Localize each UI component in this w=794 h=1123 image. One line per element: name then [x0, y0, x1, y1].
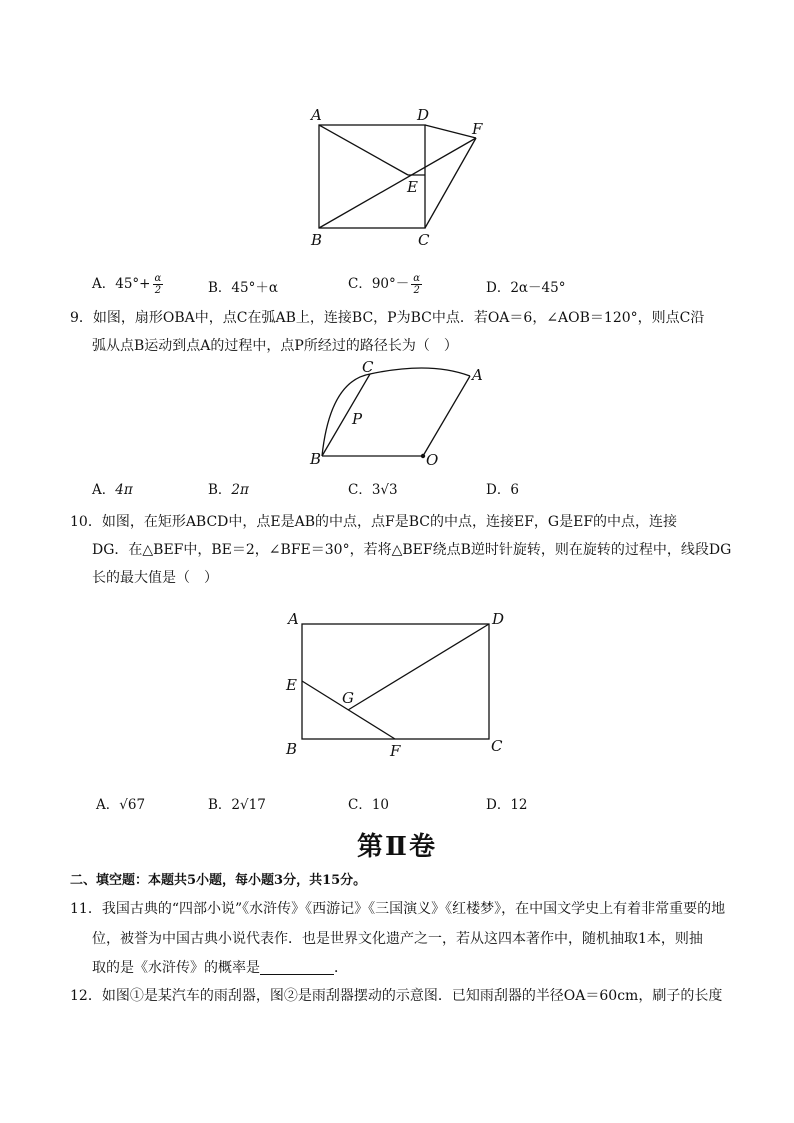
- q8-label-a: A: [311, 106, 322, 124]
- q9-option-d: D．6: [486, 482, 519, 498]
- q10-option-b: B．2√17: [208, 797, 266, 813]
- q10-stem-line1: 10．如图，在矩形ABCD中，点E是AB的中点，点F是BC的中点，连接EF，G是EF的中点，连接: [70, 514, 678, 530]
- q10-stem-line2: DG．在△BEF中，BE＝2，∠BFE＝30°，若将△BEF绕点B逆时针旋转，则在旋转的过程中，线段DG: [92, 542, 732, 558]
- section2-heading: 二、填空题：本题共5小题，每小题3分，共15分。: [70, 873, 367, 888]
- q9-label-p: P: [352, 410, 363, 428]
- q9-stem-line1: 9．如图，扇形OBA中，点C在弧AB上，连接BC，P为BC中点．若OA＝6，∠AOB＝120°，则点C沿: [70, 310, 705, 326]
- q8-label-c: C: [418, 231, 430, 249]
- q9-label-a: A: [472, 366, 483, 384]
- q10-label-f: F: [390, 742, 401, 760]
- q11-answer-blank[interactable]: [260, 960, 334, 975]
- q9-option-a: A．4π: [92, 482, 133, 498]
- q9-option-c: C．3√3: [348, 482, 398, 498]
- q8-label-b: B: [311, 231, 323, 249]
- q9-figure: [300, 356, 500, 471]
- q10-stem-line3: 长的最大值是（ ）: [92, 570, 218, 586]
- q10-label-d: D: [492, 610, 505, 628]
- q8-option-d: D．2α－45°: [486, 280, 566, 296]
- q10-option-d: D．12: [486, 797, 528, 813]
- section-title: 第Ⅱ卷: [357, 832, 437, 862]
- q10-label-e: E: [286, 676, 297, 694]
- q8-label-f: F: [472, 120, 483, 138]
- q9-label-b: B: [310, 450, 322, 468]
- q8-figure: [300, 100, 500, 250]
- q11-stem-line2: 位，被誉为中国古典小说代表作．也是世界文化遗产之一，若从这四本著作中，随机抽取1本，则抽: [92, 931, 703, 947]
- q12-stem-line1: 12．如图①是某汽车的雨刮器，图②是雨刮器摆动的示意图．已知雨刮器的半径OA＝60cm，刷子的长度: [70, 988, 723, 1004]
- q11-stem-line3: 取的是《水浒传》的概率是 ．: [92, 960, 348, 976]
- q9-option-b: B．2π: [208, 482, 249, 498]
- q9-label-c: C: [362, 358, 374, 376]
- q9-label-o: O: [426, 451, 439, 469]
- q8-option-b: B．45°＋α: [208, 280, 278, 296]
- q8-label-e: E: [407, 178, 418, 196]
- q8-option-a: A．45°+ $\frac{\alpha}{2}$: [92, 273, 162, 296]
- q10-figure: [280, 608, 520, 763]
- q10-label-b: B: [286, 740, 298, 758]
- q8-label-d: D: [417, 106, 430, 124]
- q9-stem-line2: 弧从点B运动到点A的过程中，点P所经过的路径长为（ ）: [92, 338, 458, 354]
- q8-option-c: C．90°－ $\frac{\alpha}{2}$: [348, 273, 421, 296]
- q10-label-a: A: [288, 610, 299, 628]
- q11-stem-line1: 11．我国古典的“四部小说”《水浒传》《西游记》《三国演义》《红楼梦》，在中国文学史上有着非常重要的地: [70, 901, 726, 917]
- q10-option-c: C．10: [348, 797, 390, 813]
- q10-label-c: C: [491, 737, 503, 755]
- q10-option-a: A．√67: [96, 797, 146, 813]
- q10-label-g: G: [342, 689, 354, 707]
